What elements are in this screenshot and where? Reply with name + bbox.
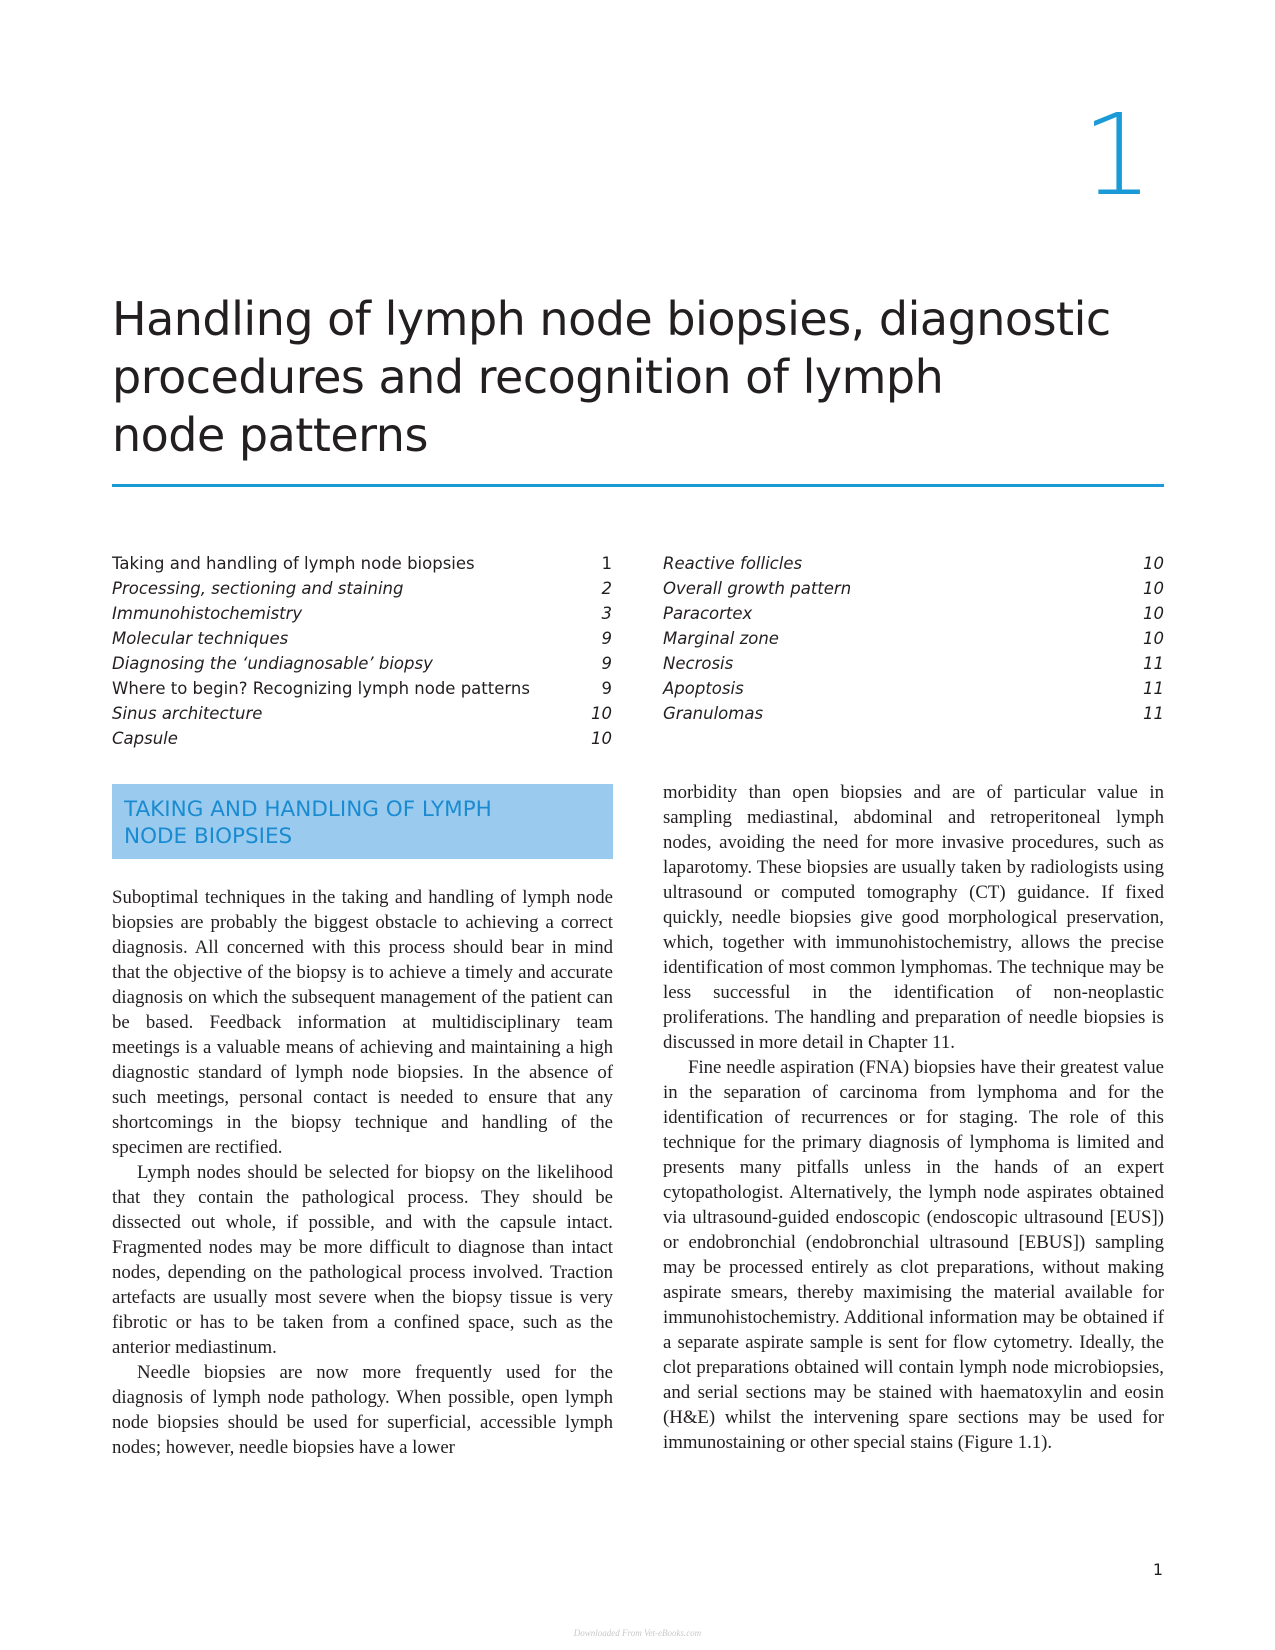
toc-entry-page: 11 — [1143, 704, 1164, 723]
body-column-right — [663, 780, 1164, 1455]
toc-entry[interactable] — [663, 551, 1164, 576]
chapter-title-line: node patterns — [112, 408, 428, 462]
toc-entry-page: 9 — [601, 629, 612, 648]
chapter-title-line: procedures and recognition of lymph — [112, 350, 944, 404]
toc-entry-label: Overall growth pattern — [663, 579, 852, 598]
toc-entry-page: 10 — [1143, 629, 1164, 648]
toc-entry[interactable] — [112, 626, 612, 651]
toc-entry-label: Immunohistochemistry — [112, 604, 303, 623]
section-heading — [124, 796, 601, 850]
body-paragraph: morbidity than open biopsies and are of particular value in sampling mediastinal, abdominal and retroperitoneal lymph nodes, avoiding the need for more invasive procedures, such as laparotomy. These biopsies are usually taken by radiologists using ultrasound or computed tomography (CT) guidance. If fixed quickly, needle biopsies give good morphological preservation, which, together with immunohistochemistry, allows the precise identification of most common lymphomas. The technique may be less successful in the identification of non-neoplastic proliferations. The handling and preparation of needle biopsies is discussed in more detail in Chapter 11. — [663, 782, 1164, 1053]
toc-entry-page: 9 — [601, 679, 612, 698]
toc-right-column — [663, 551, 1164, 726]
toc-entry-label: Sinus architecture — [112, 704, 263, 723]
title-divider — [112, 484, 1164, 487]
toc-entry[interactable] — [663, 701, 1164, 726]
toc-entry-page: 10 — [591, 704, 612, 723]
toc-entry-label: Diagnosing the ‘undiagnosable’ biopsy — [112, 654, 433, 673]
chapter-number: 1 — [1081, 91, 1153, 221]
toc-entry-label: Apoptosis — [663, 679, 744, 698]
toc-entry-page: 9 — [601, 654, 612, 673]
toc-entry[interactable] — [663, 626, 1164, 651]
toc-entry-label: Processing, sectioning and staining — [112, 579, 404, 598]
body-paragraph: Needle biopsies are now more frequently used for the diagnosis of lymph node pathology. When possible, open lymph node biopsies should be used for superficial, accessible lymph nodes; however, needle biopsies have a lower — [112, 1362, 613, 1458]
body-paragraph: Fine needle aspiration (FNA) biopsies have their greatest value in the separation of carcinoma from lymphoma and for the identification of recurrences or for staging. The role of this technique for the primary diagnosis of lymphoma is limited and presents many pitfalls unless in the hands of an expert cytopathologist. Alternatively, the lymph node aspirates obtained via ultrasound-guided endoscopic (endoscopic ultrasound [EUS]) or endobronchial (endobronchial ultrasound [EBUS]) sampling may be processed entirely as clot preparations, without making aspirate smears, thereby maximising the material available for immunohistochemistry. Additional information may be obtained if a separate aspirate sample is sent for flow cytometry. Ideally, the clot preparations obtained will contain lymph node microbiopsies, and serial sections may be stained with haematoxylin and eosin (H&E) whilst the intervening spare sections may be used for immunostaining or other special stains (Figure 1.1). — [663, 1057, 1164, 1453]
toc-entry-label: Paracortex — [663, 604, 753, 623]
toc-entry[interactable] — [112, 651, 612, 676]
toc-entry[interactable] — [663, 676, 1164, 701]
section-heading-line: TAKING AND HANDLING OF LYMPH — [124, 797, 492, 822]
body-column-left — [112, 885, 613, 1460]
toc-entry-page: 10 — [1143, 604, 1164, 623]
toc-entry-page: 11 — [1143, 679, 1164, 698]
toc-entry-page: 10 — [1143, 579, 1164, 598]
toc-entry[interactable] — [112, 701, 612, 726]
toc-entry-page: 3 — [601, 604, 612, 623]
toc-entry[interactable] — [112, 576, 612, 601]
toc-entry-label: Taking and handling of lymph node biopsies — [112, 554, 475, 573]
toc-entry-page: 1 — [601, 554, 612, 573]
body-paragraph: Suboptimal techniques in the taking and handling of lymph node biopsies are probably the biggest obstacle to achieving a correct diagnosis. All concerned with this process should bear in mind that the objective of the biopsy is to achieve a timely and accurate diagnosis on which the subsequent management of the patient can be based. Feedback information at multidisciplinary team meetings is a valuable means of achieving and maintaining a high diagnostic standard of lymph node biopsies. In the absence of such meetings, personal contact is needed to ensure that any shortcomings in the biopsy technique and handling of the specimen are rectified. — [112, 887, 613, 1158]
toc-entry-label: Where to begin? Recognizing lymph node patterns — [112, 679, 530, 698]
toc-entry-label: Capsule — [112, 729, 178, 748]
toc-entry-page: 2 — [601, 579, 612, 598]
toc-entry[interactable] — [112, 726, 612, 751]
toc-entry[interactable] — [663, 651, 1164, 676]
body-paragraph: Lymph nodes should be selected for biopsy on the likelihood that they contain the pathological process. They should be dissected out whole, if possible, and with the capsule intact. Fragmented nodes may be more difficult to diagnose than intact nodes, depending on the pathological process involved. Traction artefacts are usually most severe when the biopsy tissue is very fibrotic or has to be taken from a confined space, such as the anterior mediastinum. — [112, 1162, 613, 1358]
toc-entry[interactable] — [112, 601, 612, 626]
toc-entry-label: Granulomas — [663, 704, 764, 723]
watermark: Downloaded From Vet-eBooks.com — [573, 1628, 702, 1638]
section-heading-box — [112, 784, 613, 859]
toc-entry-page: 10 — [1143, 554, 1164, 573]
toc-entry-label: Molecular techniques — [112, 629, 289, 648]
toc-entry[interactable] — [112, 676, 612, 701]
section-heading-line: NODE BIOPSIES — [124, 824, 293, 849]
chapter-title — [112, 290, 1132, 464]
toc-left-column — [112, 551, 612, 751]
toc-entry[interactable] — [663, 601, 1164, 626]
page-number: 1 — [1152, 1560, 1163, 1579]
toc-entry-page: 10 — [591, 729, 612, 748]
toc-entry-label: Necrosis — [663, 654, 734, 673]
chapter-title-line: Handling of lymph node biopsies, diagnostic — [112, 292, 1111, 346]
toc-entry-label: Marginal zone — [663, 629, 779, 648]
toc-entry-label: Reactive follicles — [663, 554, 803, 573]
toc-entry-page: 11 — [1143, 654, 1164, 673]
toc-entry[interactable] — [112, 551, 612, 576]
toc-entry[interactable] — [663, 576, 1164, 601]
